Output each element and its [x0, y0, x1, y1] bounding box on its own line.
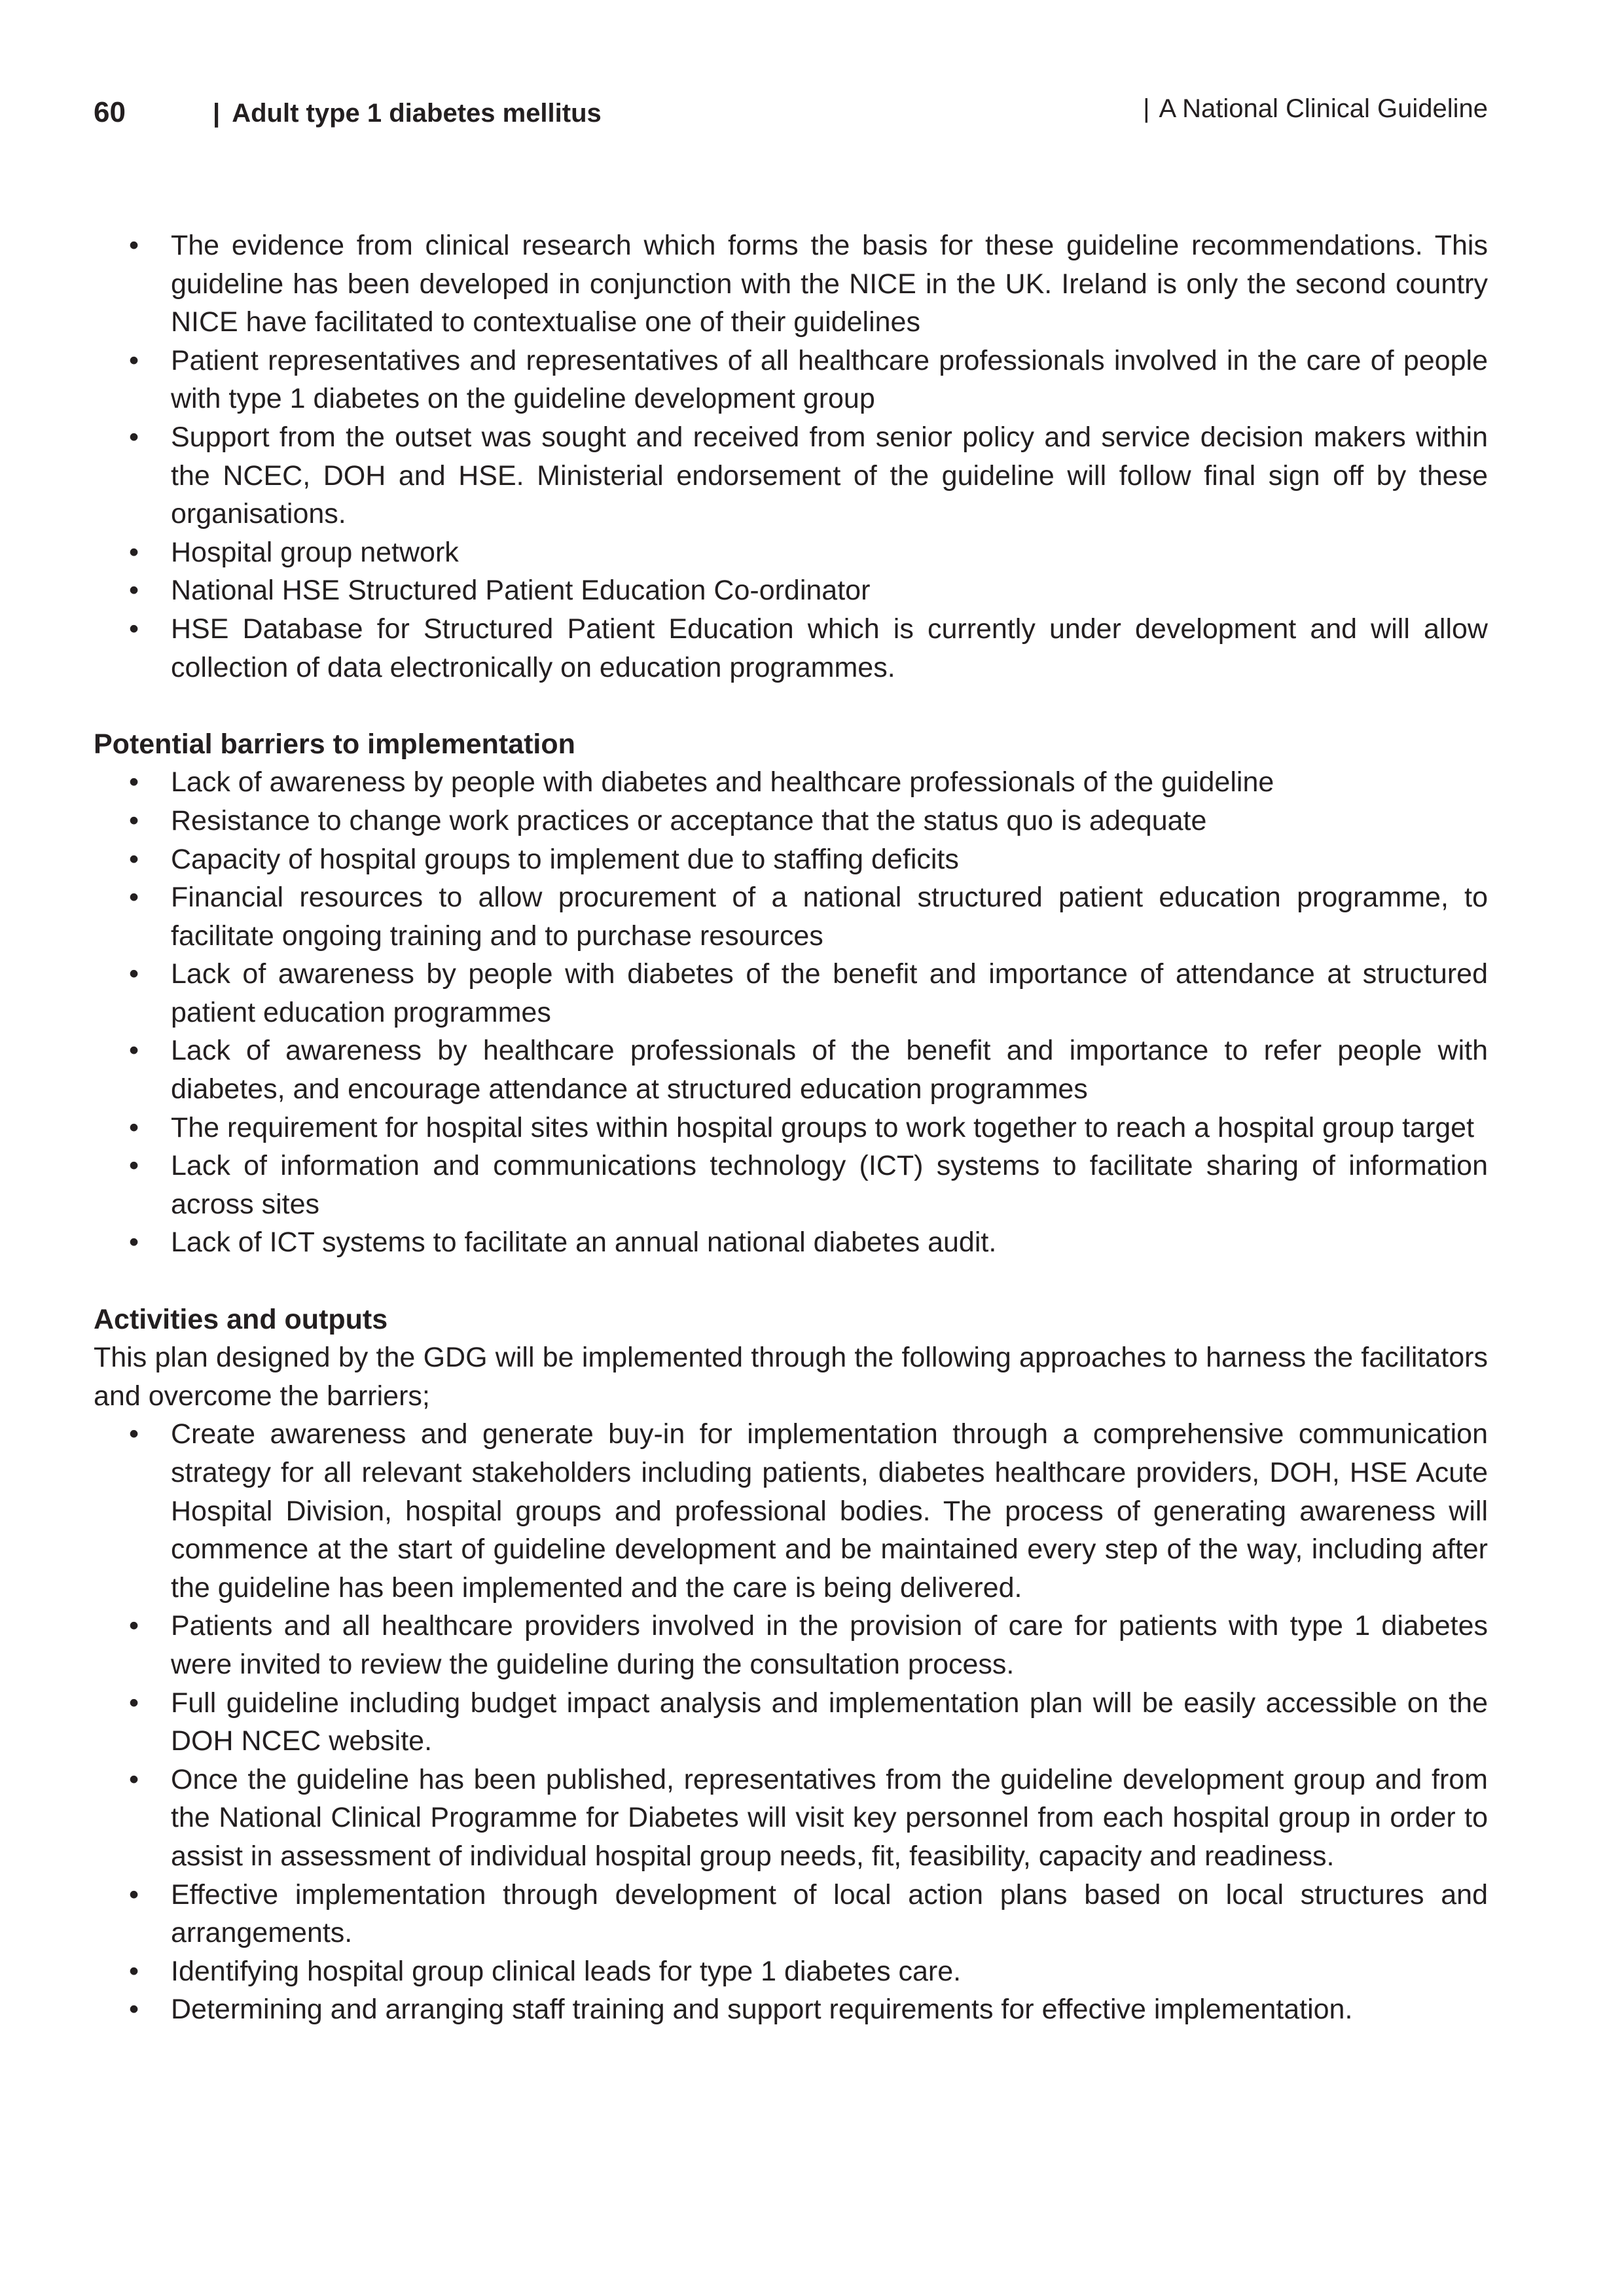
series-title-text: A National Clinical Guideline: [1159, 94, 1488, 123]
list-item: • Lack of awareness by people with diabetes of the benefit and importance of attendance at structured patient education programmes: [94, 955, 1488, 1031]
facilitators-list: [94, 226, 1488, 687]
list-item: • Support from the outset was sought and received from senior policy and service decision makers within the NCEC, DOH and HSE. Ministerial endorsement of the guideline will follow final sign off by these organisations.: [94, 418, 1488, 533]
list-item: • Determining and arranging staff training and support requirements for effective implementation.: [94, 1990, 1488, 2029]
list-item: • Lack of awareness by people with diabetes and healthcare professionals of the guideline: [94, 763, 1488, 802]
section-heading-activities: Activities and outputs: [94, 1303, 388, 1335]
list-item: • Patients and all healthcare providers involved in the provision of care for patients with type 1 diabetes were invited to review the guideline during the consultation process.: [94, 1607, 1488, 1683]
section-heading-barriers: Potential barriers to implementation: [94, 728, 575, 760]
list-item: • Once the guideline has been published, representatives from the guideline development group and from the National Clinical Programme for Diabetes will visit key personnel from each hospital group in order to assist in assessment of individual hospital group needs, fit, feasibility, capacity and readiness.: [94, 1761, 1488, 1876]
list-item: • Lack of awareness by healthcare professionals of the benefit and importance to refer people with diabetes, and encourage attendance at structured education programmes: [94, 1031, 1488, 1108]
list-item: • Resistance to change work practices or acceptance that the status quo is adequate: [94, 802, 1488, 840]
list-item: • Financial resources to allow procurement of a national structured patient education programme, to facilitate ongoing training and to purchase resources: [94, 878, 1488, 955]
list-item: • The requirement for hospital sites within hospital groups to work together to reach a hospital group target: [94, 1109, 1488, 1147]
series-title: [1143, 90, 1488, 127]
list-item: • Lack of information and communications technology (ICT) systems to facilitate sharing of information across sites: [94, 1147, 1488, 1223]
running-title: [213, 95, 602, 132]
barriers-list: [94, 763, 1488, 1262]
list-item: • Lack of ICT systems to facilitate an annual national diabetes audit.: [94, 1223, 1488, 1262]
page-body: [94, 226, 1488, 2029]
list-item: • Full guideline including budget impact analysis and implementation plan will be easily accessible on the DOH NCEC website.: [94, 1684, 1488, 1761]
list-item: • Effective implementation through development of local action plans based on local structures and arrangements.: [94, 1876, 1488, 1952]
series-separator: |: [1143, 94, 1150, 123]
document-title: Adult type 1 diabetes mellitus: [232, 99, 602, 128]
list-item: • Capacity of hospital groups to implement due to staffing deficits: [94, 840, 1488, 879]
page-number: 60: [94, 96, 126, 128]
activities-intro: This plan designed by the GDG will be implemented through the following approaches to harness the facilitators and overcome the barriers;: [94, 1342, 1488, 1412]
list-item: • HSE Database for Structured Patient Education which is currently under development and will allow collection of data electronically on education programmes.: [94, 610, 1488, 687]
list-item: • National HSE Structured Patient Education Co-ordinator: [94, 571, 1488, 610]
activities-list: [94, 1415, 1488, 2029]
list-item: • Hospital group network: [94, 533, 1488, 572]
list-item: • Patient representatives and representatives of all healthcare professionals involved in the care of people with type 1 diabetes on the guideline development group: [94, 342, 1488, 418]
title-separator: |: [213, 99, 221, 128]
list-item: • Create awareness and generate buy-in for implementation through a comprehensive communication strategy for all relevant stakeholders including patients, diabetes healthcare providers, DOH, HSE Acute Hospital Division, hospital groups and professional bodies. The process of generating awareness will commence at the start of guideline development and be maintained every step of the way, including after the guideline has been implemented and the care is being delivered.: [94, 1415, 1488, 1607]
page-header: [0, 0, 1624, 151]
list-item: • The evidence from clinical research which forms the basis for these guideline recommendations. This guideline has been developed in conjunction with the NICE in the UK. Ireland is only the second country NICE have facilitated to contextualise one of their guidelines: [94, 226, 1488, 342]
list-item: • Identifying hospital group clinical leads for type 1 diabetes care.: [94, 1952, 1488, 1991]
